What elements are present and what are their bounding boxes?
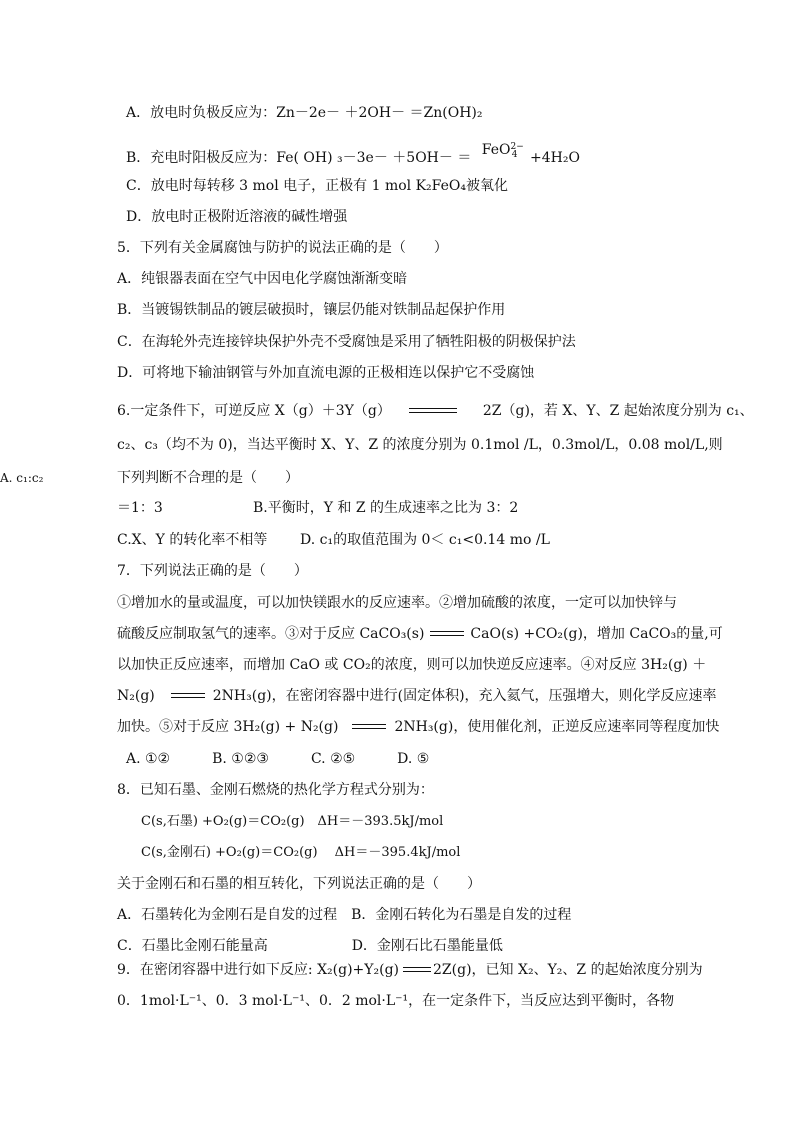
q7-line2: 硫酸反应制取氢气的速率。③对于反应 CaCO₃(s) CaO(s) +CO₂(g)，增加 CaCO₃的量,可: [117, 626, 723, 642]
question-5: 5．下列有关金属腐蚀与防护的说法正确的是（ ）: [117, 240, 448, 256]
q8-diamond-equation: C(s,金刚石) +O₂(g)＝CO₂(g) ΔH＝－395.4kJ/mol: [141, 845, 461, 860]
q5-option-c: C．在海轮外壳连接锌块保护外壳不受腐蚀是采用了牺牲阳极的阴极保护法: [117, 334, 576, 350]
equilibrium-arrow-icon: [171, 692, 205, 700]
question-9-line1: 9．在密闭容器中进行如下反应: X₂(g)+Y₂(g) 2Z(g)，已知 X₂、Y₂、Z 的起始浓度分别为: [117, 962, 703, 978]
question-7: 7．下列说法正确的是（ ）: [117, 563, 308, 579]
q8-question: 关于金刚石和石墨的相互转化，下列说法正确的是（ ）: [117, 876, 481, 892]
q6-option-a-start: A. c₁:c₂: [0, 471, 44, 485]
equilibrium-arrow-icon: [409, 407, 457, 415]
option-b-text: B．充电时阳极反应为：Fe( OH) ₃－3e－ ＋5OH－ ＝: [126, 150, 472, 166]
q8-graphite-equation: C(s,石墨) +O₂(g)＝CO₂(g) ΔH＝－393.5kJ/mol: [141, 814, 444, 829]
question-6-line3: 下列判断不合理的是（ ）: [117, 470, 299, 486]
q5-option-b: B．当镀锡铁制品的镀层破损时，镶层仍能对铁制品起保护作用: [117, 302, 506, 318]
equilibrium-arrow-icon: [430, 630, 464, 638]
equilibrium-arrow-icon: [352, 723, 386, 731]
q7-line4: N₂(g) 2NH₃(g)，在密闭容器中进行(固定体积)，充入氦气，压强增大，则化学反应速率: [117, 688, 717, 704]
q7-line3: 以加快正反应速率，而增加 CaO 或 CO₂的浓度，则可以加快逆反应速率。④对反应 3H₂(g) ＋: [117, 657, 707, 673]
q7-options: A. ①② B. ①②③ C. ②⑤ D. ⑤: [126, 751, 430, 767]
ferrate-formula: FeO$^{2-}_4$: [481, 142, 524, 160]
q6-option-d: D. c₁的取值范围为 0＜ c₁<0.14 mo /L: [300, 532, 550, 548]
q5-option-a: A．纯银器表面在空气中因电化学腐蚀渐渐变暗: [117, 271, 408, 287]
question-6-line2: c₂、c₃（均不为 0)，当达平衡时 X、Y、Z 的浓度分别为 0.1mol /L，0.3mol/L，0.08 mol/L,则: [117, 437, 723, 453]
option-a-discharge: A．放电时负极反应为：Zn－2e－ ＋2OH－ ＝Zn(OH)₂: [126, 105, 483, 121]
option-c-transfer: C．放电时每转移 3 mol 电子，正极有 1 mol K₂FeO₄被氧化: [126, 178, 508, 194]
equilibrium-arrow-icon: [403, 966, 431, 974]
option-b-tail: +4H₂O: [529, 150, 580, 166]
q6-option-b: B.平衡时，Y 和 Z 的生成速率之比为 3：2: [253, 500, 519, 516]
q5-option-d: D．可将地下输油钢管与外加直流电源的正极相连以保护它不受腐蚀: [117, 365, 535, 381]
q6-option-a-end: ＝1：3: [117, 500, 163, 516]
question-9-line2: 0．1mol·L⁻¹、0．3 mol·L⁻¹、0．2 mol·L⁻¹，在一定条件下，当反应达到平衡时，各物: [117, 993, 675, 1009]
q7-line5: 加快。⑤对于反应 3H₂(g) + N₂(g) 2NH₃(g)，使用催化剂，正逆反应速率同等程度加快: [117, 719, 720, 735]
question-6-line1: 6.一定条件下，可逆反应 X（g）＋3Y（g） 2Z（g)，若 X、Y、Z 起始浓度分别为 c₁、: [117, 403, 754, 419]
option-b-charge: [126, 142, 580, 172]
option-d-alkaline: D．放电时正极附近溶液的碱性增强: [126, 209, 348, 225]
q8-options-ab: A．石墨转化为金刚石是自发的过程 B．金刚石转化为石墨是自发的过程: [117, 907, 572, 923]
question-8: 8．已知石墨、金刚石燃烧的热化学方程式分别为：: [117, 782, 434, 798]
q7-line1: ①增加水的量或温度，可以加快镁跟水的反应速率。②增加硫酸的浓度，一定可以加快锌与: [117, 595, 677, 611]
q6-option-c: C.X、Y 的转化率不相等: [117, 532, 268, 548]
q8-options-cd: C．石墨比金刚石能量高 D．金刚石比石墨能量低: [117, 938, 503, 954]
